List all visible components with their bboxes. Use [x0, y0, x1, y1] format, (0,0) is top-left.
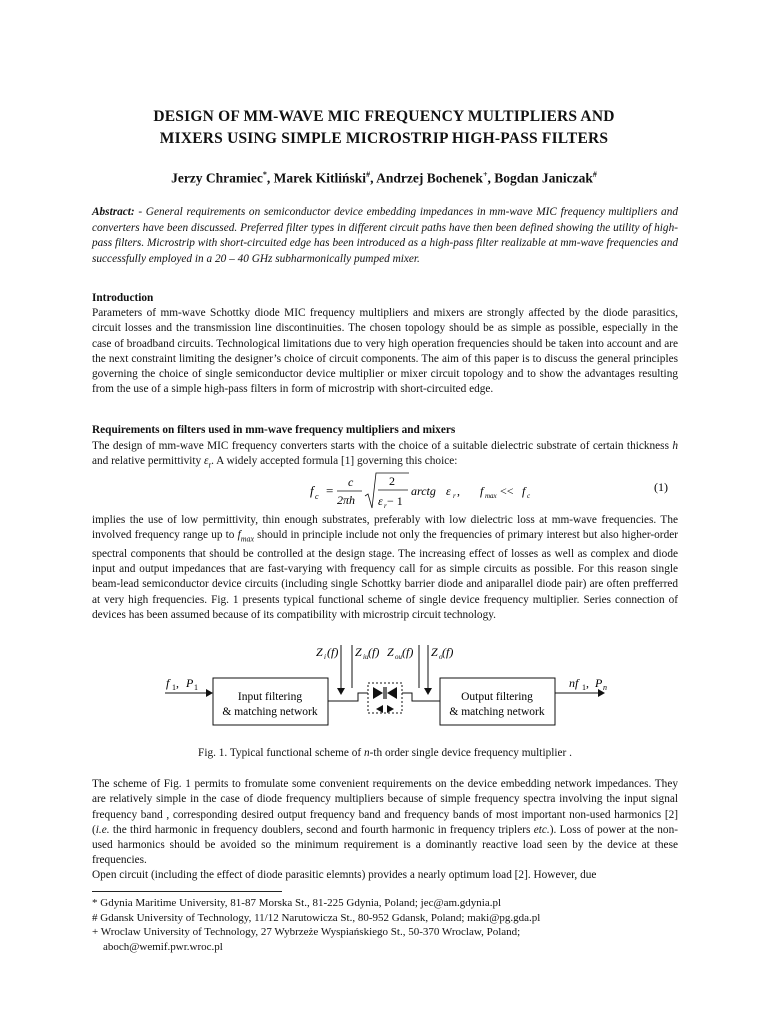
eq-arctg: arctg — [411, 484, 436, 498]
text-run: The scheme of Fig. 1 permits to fromulate some convenient requirements on the device embedding network impedances. They are relatively simple in the case of diode frequency multipliers because of simple frequency spectra involving the input signal frequency band , corresponding desired output frequency band and frequency bands of most important non-used harmonics [2] ( — [92, 778, 678, 836]
fig-output-P-sub: n — [603, 683, 607, 692]
abstract-label: Abstract: — [92, 206, 135, 218]
eq-lhs: f — [310, 483, 314, 498]
requirements-intro — [92, 439, 678, 473]
footnote-text: Wroclaw University of Technology, 27 Wybrzeże Wyspiańskiego St., 50-370 Wroclaw, Poland; — [98, 926, 521, 938]
text-run: and relative permittivity — [92, 455, 204, 468]
eq-eps: ε — [446, 484, 451, 498]
eq-eps-sub: r — [453, 492, 456, 500]
fig-z1-sub: i — [324, 653, 326, 661]
text-run: the third harmonic in frequency doublers, second and fourth harmonic in frequency triplers — [109, 823, 534, 836]
author-name: Andrzej Bochenek — [376, 170, 483, 186]
eq-root-eps: ε — [378, 494, 383, 508]
footnote-item — [92, 896, 682, 911]
symbol-subscript: max — [240, 534, 255, 544]
requirements-text — [92, 513, 678, 623]
fig-z4: Z — [431, 645, 438, 659]
text-run: -th order single device frequency multiplier . — [369, 747, 572, 759]
footnote-item — [92, 911, 682, 926]
figure-1-diagram — [0, 638, 768, 738]
text-run: Fig. 1. Typical functional scheme of — [198, 747, 364, 759]
fig-input-f-sub: 1 — [172, 683, 176, 692]
footnote-mark: # — [92, 911, 98, 924]
fig-input-sep: , — [176, 676, 179, 690]
affiliation-mark: + — [482, 170, 488, 179]
equation-formula — [92, 470, 678, 512]
text-italic: i.e. — [95, 823, 110, 836]
text-run: ). Loss of power at the non-used harmonics should be avoided so the minimum requirement is a dominantly reactive load seen by the device at these frequencies. — [92, 823, 678, 867]
eq-root-minus: − 1 — [387, 494, 403, 508]
fig-wire-right — [402, 693, 440, 701]
affiliation-mark: * — [262, 170, 267, 179]
text-run: should in principle include not only the frequencies of primary interest but also higher-order spectral components that should be controlled at the design stage. The increasing effect of losses as well as complex and diode input and output impedances that are fast-varying with frequency call for as simple circuits as possible. For this reason single beam-lead semiconductor device circuits (including single Schottky barrier diode and aniparallel diode pair) are often prefferred at very high frequencies. Fig. 1 presents typical functional scheme of single device frequency multiplier. Series connection of devices has been assumed because of its compatibility with microstrip circuit technology. — [92, 529, 678, 622]
author-name: Marek Kitliński — [273, 170, 367, 186]
text-run: The design of mm-wave MIC frequency converters starts with the choice of a suitable dielectric substrate of certain thickness — [92, 440, 673, 452]
eq-root-numerator: 2 — [389, 474, 395, 488]
fig-input-box-line1: Input filtering — [237, 691, 303, 703]
eq-cond-fc: f — [522, 484, 526, 498]
fig-input-P: P — [186, 676, 194, 690]
symbol-h: h — [672, 440, 678, 452]
text-run: implies the use of low permittivity, thin enough substrates, preferably with low dielectric loss at mm-wave frequencies. The involved frequency range up to — [92, 514, 678, 542]
eq-cond-max: max — [485, 492, 497, 500]
author-separator: , — [266, 170, 274, 186]
fig-z3-arg: (f) — [402, 645, 414, 659]
title-line-1: DESIGN OF MM-WAVE MIC FREQUENCY MULTIPLIERS AND — [153, 108, 615, 125]
author-list — [60, 170, 708, 187]
eq-root-eps-sub: r — [384, 502, 387, 510]
fig-wire-left — [328, 693, 368, 701]
author-name: Jerzy Chramiec — [171, 170, 263, 186]
symbol-subscript: r — [208, 460, 212, 470]
abstract — [92, 205, 678, 267]
fig-output-box-line2: & matching network — [449, 706, 545, 718]
fig-diode-3 — [376, 705, 383, 713]
footnote-text: aboch@wemif.pwr.wroc.pl — [103, 940, 223, 953]
title-line-2: MIXERS USING SIMPLE MICROSTRIP HIGH-PASS FILTERS — [159, 130, 609, 147]
fig-z4-sub: o — [439, 653, 443, 661]
abstract-text: - General requirements on semiconductor device embedding impedances in mm-wave MIC frequency multipliers and converters have been discussed. Preferred filter types in different circuit paths have then been defined showing the utility of high-pass filters. Microstrip with short-circuited edge has been introduced as a high-pass filter realizable at mm-wave frequencies and successfully employed in a 20 – 40 GHz subharmonically pumped mixer. — [92, 206, 678, 265]
author-separator: , — [487, 170, 495, 186]
affiliation-mark: # — [592, 170, 597, 179]
body-paragraph-3: Open circuit (including the effect of diode parasitic elemnts) provides a nearly optimum load [2]. However, due — [92, 869, 597, 881]
fig-input-arrowhead — [206, 689, 213, 697]
footnote-mark: + — [92, 926, 99, 938]
fig-z1-arg: (f) — [327, 645, 339, 659]
paper-title — [60, 106, 708, 150]
fig-z4-arrowhead — [424, 688, 432, 695]
fig-input-box-line2: & matching network — [222, 706, 318, 718]
footnote-item — [92, 940, 682, 955]
eq-numerator: c — [348, 475, 354, 489]
fig-diode-1 — [373, 687, 383, 699]
footnote-divider — [92, 891, 282, 892]
fig-input-f: f — [166, 676, 170, 690]
eq-cond-ll: << — [500, 484, 514, 498]
fig-diode-2 — [387, 687, 397, 699]
eq-equals: = — [326, 483, 334, 498]
fig-z1-arrowhead — [337, 688, 345, 695]
eq-denominator: 2πh — [337, 493, 356, 507]
author-name: Bogdan Janiczak — [494, 170, 593, 186]
footnote-text: Gdansk University of Technology, 11/12 Narutowicza St., 80-952 Gdansk, Poland; maki@pg.gda.pl — [97, 911, 541, 924]
fig-z2-arg: (f) — [368, 645, 380, 659]
figure-1-caption — [92, 747, 678, 759]
fig-output-sep: , — [586, 676, 589, 690]
eq-lhs-sub: c — [315, 492, 319, 501]
eq-cond-c: c — [527, 492, 531, 500]
section-heading-requirements: Requirements on filters used in mm-wave frequency multipliers and mixers — [92, 424, 456, 436]
fig-z4-arg: (f) — [442, 645, 454, 659]
fig-z3-sub: ou — [395, 653, 402, 661]
footnote-mark: * — [92, 897, 98, 909]
section-heading-introduction: Introduction — [92, 292, 154, 304]
fig-z2-sub: iu — [363, 653, 369, 661]
fig-output-nf-sub: 1 — [582, 683, 586, 692]
text-run: . A widely accepted formula [1] governing this choice: — [211, 455, 458, 468]
author-separator: , — [370, 170, 377, 186]
fig-z2: Z — [355, 645, 362, 659]
equation-1 — [92, 470, 678, 512]
symbol-f: f — [237, 529, 241, 542]
footnotes — [92, 896, 682, 954]
footnote-item — [92, 925, 682, 940]
eq-comma: , — [457, 484, 460, 498]
symbol-epsilon: ε — [204, 455, 209, 468]
body-paragraph-2 — [92, 777, 678, 869]
fig-diode-4 — [387, 705, 394, 713]
footnote-text: Gdynia Maritime University, 81-87 Morska St., 81-225 Gdynia, Poland; jec@am.gdynia.pl — [100, 897, 502, 909]
fig-output-P: P — [595, 676, 603, 690]
equation-number: (1) — [654, 480, 668, 494]
introduction-text: Parameters of mm-wave Schottky diode MIC frequency multipliers and mixers are strongly affected by the diode parasitics, circuit losses and the transmission line discontinuities. The chosen topology should be as simple as possible, especially in the case of broadband circuits. Technological limitations due to very high operation frequencies should be taken into account and are the next constraint limiting the designer’s choice of circuit components. The aim of this paper is to discuss the general principles governing the choice of single semiconductor device multiplier or mixer circuit topology and to show the advantages resulting from the use of a simple high-pass filters in form of microstrip with short-circuited edge. — [92, 307, 678, 396]
fig-input-P-sub: 1 — [194, 683, 198, 692]
fig-output-nf: nf — [569, 676, 579, 690]
fig-z1: Z — [316, 645, 323, 659]
text-italic: etc. — [533, 823, 550, 836]
eq-cond-f: f — [480, 484, 484, 498]
affiliation-mark: # — [366, 170, 371, 179]
fig-z3: Z — [387, 645, 394, 659]
symbol-n: n — [363, 747, 370, 759]
fig-output-box-line1: Output filtering — [461, 691, 533, 703]
